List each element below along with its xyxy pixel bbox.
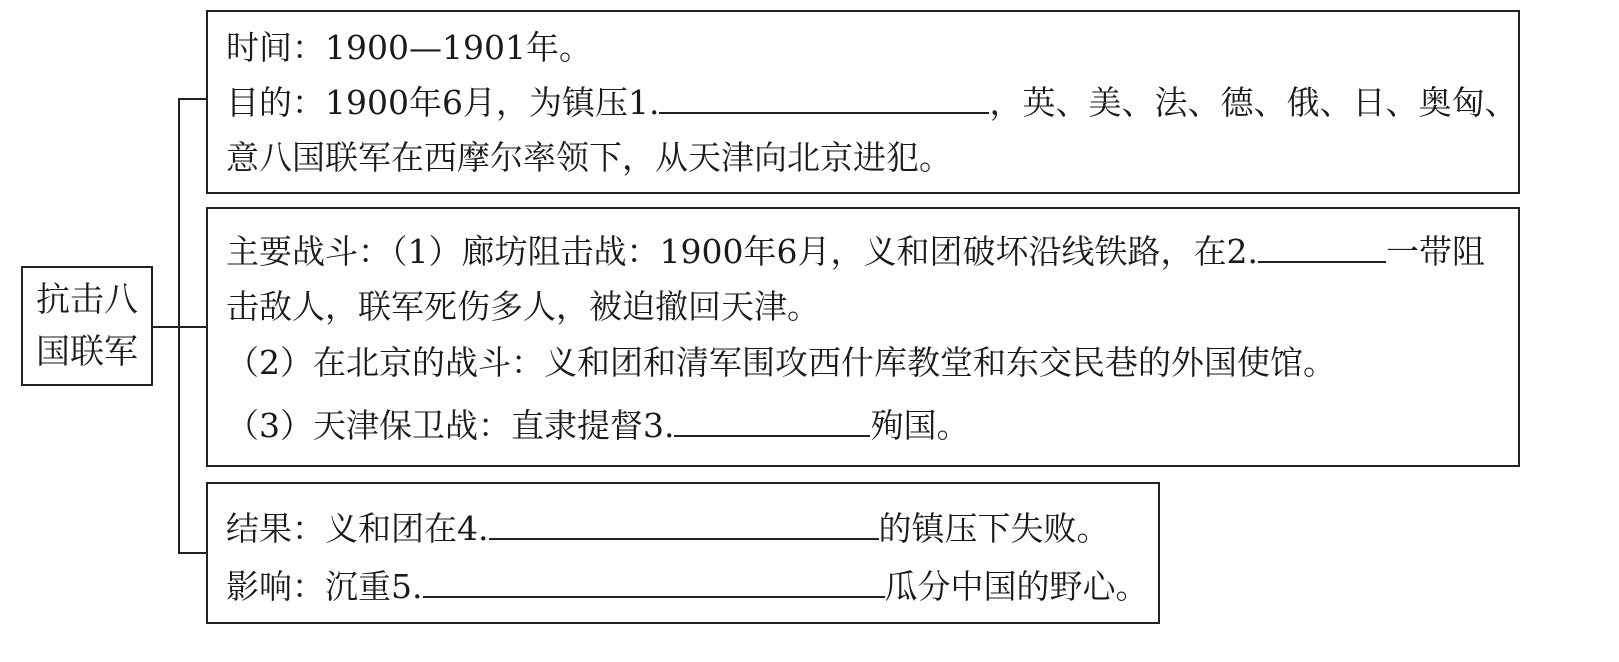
result-text-b: 的镇压下失败。 <box>878 509 1110 548</box>
root-label-line2: 国联军 <box>36 332 138 372</box>
result-text-a: 结果：义和团在4. <box>226 509 489 548</box>
box-time-purpose <box>206 10 1520 194</box>
result-line <box>226 508 1110 549</box>
purpose-text-b: ，英、美、法、德、俄、日、奥匈、 <box>989 83 1518 122</box>
battle3-text-b: 殉国。 <box>870 406 970 445</box>
blank-3[interactable] <box>674 405 870 437</box>
battle1-line <box>226 231 1485 272</box>
purpose-text-c: 意八国联军在西摩尔率领下，从天津向北京进犯。 <box>226 138 952 177</box>
connector-branch-2 <box>178 326 206 328</box>
impact-line <box>226 566 1149 607</box>
impact-text-a: 影响：沉重5. <box>226 567 423 606</box>
connector-branch-1 <box>178 98 206 100</box>
box-result-impact <box>206 482 1160 624</box>
battle1-text-b: 一带阻 <box>1385 232 1485 271</box>
connector-branch-3 <box>178 552 206 554</box>
battle1-text-a: 主要战斗：（1）廊坊阻击战：1900年6月，义和团破坏沿线铁路，在2. <box>226 232 1258 271</box>
blank-1[interactable] <box>659 82 989 114</box>
battle3-line <box>226 405 969 446</box>
connector-root-horizontal <box>153 326 180 328</box>
battle1-text-c: 击敌人，联军死伤多人，被迫撤回天津。 <box>226 287 820 326</box>
purpose-line <box>226 82 1517 123</box>
purpose-line-2 <box>226 138 952 178</box>
box-battles <box>206 207 1520 467</box>
purpose-text-a: 目的：1900年6月，为镇压1. <box>226 83 660 122</box>
time-text: 时间：1900—1901年。 <box>226 28 592 67</box>
blank-5[interactable] <box>423 566 885 598</box>
battle3-text-a: （3）天津保卫战：直隶提督3. <box>226 406 675 445</box>
impact-text-b: 瓜分中国的野心。 <box>884 567 1149 606</box>
battle2-line <box>226 343 1336 383</box>
time-line <box>226 28 592 68</box>
root-label-line1: 抗击八 <box>36 280 138 320</box>
blank-2[interactable] <box>1258 231 1386 263</box>
battle1-line-2 <box>226 287 820 327</box>
root-node <box>21 266 153 386</box>
blank-4[interactable] <box>489 508 879 540</box>
battle2-text: （2）在北京的战斗：义和团和清军围攻西什库教堂和东交民巷的外国使馆。 <box>226 343 1336 382</box>
